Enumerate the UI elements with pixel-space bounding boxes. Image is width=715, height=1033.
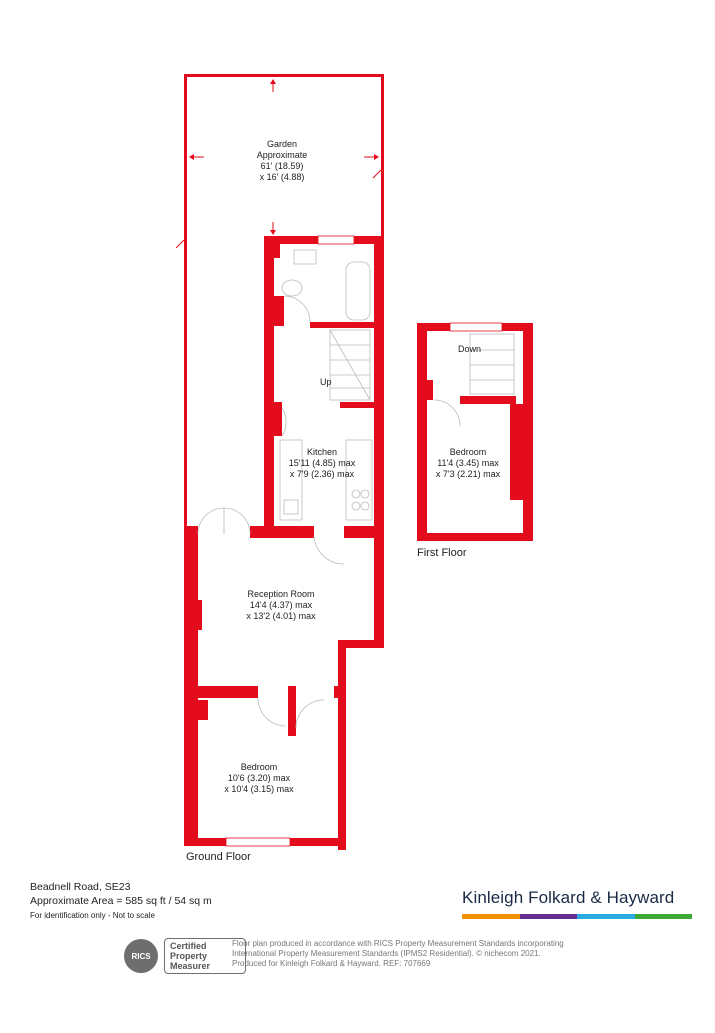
garden-dim1: 61' (18.59) [260, 161, 304, 171]
rics-badge-line: Certified [170, 941, 207, 951]
agent-brand [462, 888, 692, 919]
garden-name: Garden [266, 139, 298, 149]
bedroom-ground-name: Bedroom [240, 762, 278, 772]
kitchen-name: Kitchen [306, 447, 338, 457]
kitchen-dim1: 15'11 (4.85) max [288, 458, 356, 468]
approximate-area: Approximate Area = 585 sq ft / 54 sq m [30, 895, 212, 907]
label-bedroom-first [436, 447, 501, 479]
rics-badge-line: Property [170, 951, 208, 961]
disclaimer [232, 939, 612, 969]
first-floor-walls [417, 323, 533, 541]
rics-badge-line: Measurer [170, 961, 211, 971]
reception-name: Reception Room [247, 589, 315, 599]
brand-color-bar [462, 914, 692, 919]
brand-bar-orange [462, 914, 520, 919]
agent-brand-name: Kinleigh Folkard & Hayward [462, 888, 675, 907]
ground-floor-label: Ground Floor [186, 851, 251, 863]
stairs-up-label: Up [320, 377, 332, 387]
property-address: Beadnell Road, SE23 [30, 881, 131, 893]
first-floor-label: First Floor [417, 547, 467, 559]
brand-bar-blue [577, 914, 635, 919]
bedroom-ground-dim1: 10'6 (3.20) max [227, 773, 291, 783]
label-bedroom-ground [224, 762, 294, 794]
brand-bar-green [635, 914, 693, 919]
bedroom-ground-dim2: x 10'4 (3.15) max [224, 784, 294, 794]
rics-logo: RICS [124, 939, 158, 973]
disclaimer-line: Produced for Kinleigh Folkard & Hayward. REF: 707669 [232, 959, 431, 968]
kitchen-dim2: x 7'9 (2.36) max [289, 469, 355, 479]
garden-dim2: x 16' (4.88) [259, 172, 305, 182]
bedroom-first-dim2: x 7'3 (2.21) max [435, 469, 501, 479]
stairs-down-label: Down [458, 344, 482, 354]
bedroom-first-dim1: 11'4 (3.45) max [437, 458, 499, 468]
reception-dim1: 14'4 (4.37) max [249, 600, 313, 610]
reception-dim2: x 13'2 (4.01) max [246, 611, 316, 621]
bedroom-first-name: Bedroom [449, 447, 487, 457]
ground-floor-walls [184, 236, 384, 850]
identification-note: For identification only - Not to scale [30, 911, 155, 920]
disclaimer-line: Floor plan produced in accordance with RICS Property Measurement Standards incorporating [232, 939, 564, 948]
rics-badge [124, 938, 246, 974]
garden-qualifier: Approximate [256, 150, 308, 160]
brand-bar-purple [520, 914, 578, 919]
label-garden [257, 139, 308, 182]
disclaimer-line: International Property Measurement Standards (IPMS2 Residential). © nichecom 2021. [232, 949, 541, 958]
label-reception [246, 589, 316, 621]
